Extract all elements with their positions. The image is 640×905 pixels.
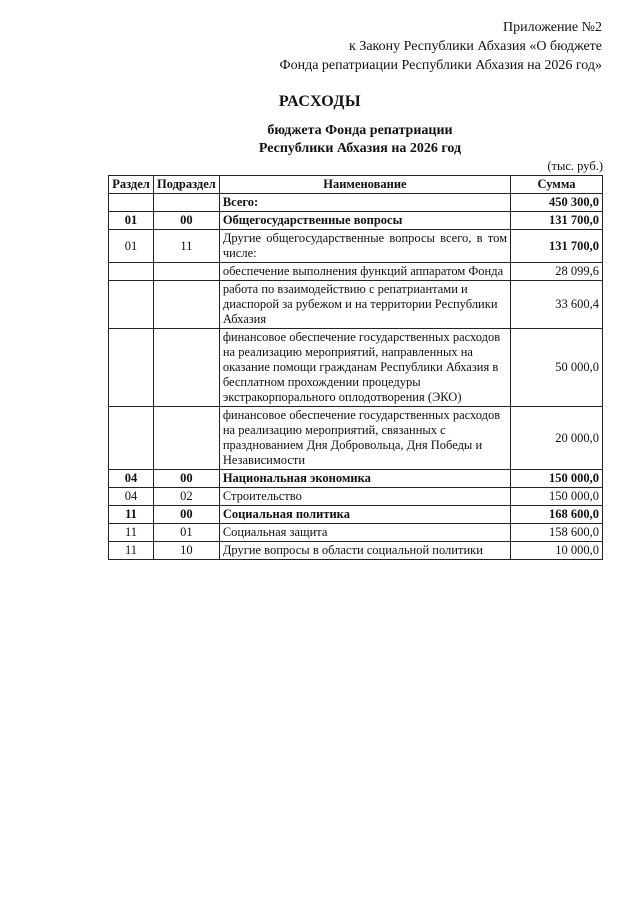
- cell-name: Общегосударственные вопросы: [219, 212, 510, 230]
- cell-podrazdel: 10: [154, 542, 220, 560]
- subtitle-line-1: бюджета Фонда репатриации: [267, 123, 453, 138]
- cell-podrazdel: 00: [154, 212, 220, 230]
- table-row: [109, 524, 603, 542]
- cell-sum: 33 600,4: [511, 281, 603, 329]
- subtitle-line-2: Республики Абхазия на 2026 год: [258, 141, 462, 156]
- header-name: Наименование: [219, 176, 510, 194]
- cell-podrazdel: [154, 407, 220, 470]
- cell-podrazdel: 02: [154, 488, 220, 506]
- cell-podrazdel: [154, 263, 220, 281]
- table-row: [109, 263, 603, 281]
- cell-podrazdel: 00: [154, 470, 220, 488]
- cell-sum: 20 000,0: [511, 407, 603, 470]
- cell-razdel: [109, 407, 154, 470]
- appendix-header: [280, 18, 602, 75]
- appendix-line-3: Фонда репатриации Республики Абхазия на 2026 год»: [279, 58, 602, 73]
- cell-sum: 168 600,0: [511, 506, 603, 524]
- cell-name: Всего:: [219, 194, 510, 212]
- table-row: [109, 281, 603, 329]
- table-row: [109, 506, 603, 524]
- cell-name: Строительство: [219, 488, 510, 506]
- cell-podrazdel: [154, 281, 220, 329]
- table-row-total: [109, 194, 603, 212]
- document-subtitle: [60, 122, 640, 158]
- table-row: [109, 407, 603, 470]
- cell-razdel: 11: [109, 524, 154, 542]
- appendix-line-1: Приложение №2: [503, 20, 602, 35]
- appendix-line-2: к Закону Республики Абхазия «О бюджете: [349, 39, 602, 54]
- cell-razdel: 04: [109, 470, 154, 488]
- header-razdel: Раздел: [109, 176, 154, 194]
- cell-name: обеспечение выполнения функций аппаратом Фонда: [219, 263, 510, 281]
- cell-razdel: [109, 194, 154, 212]
- cell-razdel: [109, 329, 154, 407]
- cell-name: Другие вопросы в области социальной политики: [219, 542, 510, 560]
- cell-name: финансовое обеспечение государственных расходов на реализацию мероприятий, связанных с празднованием Дня Добровольца, Дня Победы и Независимости: [219, 407, 510, 470]
- cell-razdel: 01: [109, 212, 154, 230]
- cell-name: Национальная экономика: [219, 470, 510, 488]
- cell-sum: 450 300,0: [511, 194, 603, 212]
- units-label: (тыс. руб.): [547, 159, 603, 173]
- table-row: [109, 488, 603, 506]
- cell-sum: 150 000,0: [511, 488, 603, 506]
- cell-podrazdel: 01: [154, 524, 220, 542]
- table-row: [109, 230, 603, 263]
- table-row: [109, 542, 603, 560]
- cell-podrazdel: [154, 194, 220, 212]
- table-header-row: [109, 176, 603, 194]
- table-row: [109, 212, 603, 230]
- cell-name: Социальная политика: [219, 506, 510, 524]
- cell-name: работа по взаимодействию с репатриантами и диаспорой за рубежом и на территории Республики Абхазия: [219, 281, 510, 329]
- cell-name: Социальная защита: [219, 524, 510, 542]
- cell-sum: 150 000,0: [511, 470, 603, 488]
- table-row: [109, 329, 603, 407]
- cell-razdel: 11: [109, 542, 154, 560]
- cell-name: финансовое обеспечение государственных расходов на реализацию мероприятий, направленных на оказание помощи гражданам Республики Абхазия в бесплатном прохождении процедуры экстракорпорального оплодотворения (ЭКО): [219, 329, 510, 407]
- cell-sum: 131 700,0: [511, 212, 603, 230]
- cell-name: Другие общегосударственные вопросы всего, в том числе:: [219, 230, 510, 263]
- cell-podrazdel: 11: [154, 230, 220, 263]
- cell-sum: 50 000,0: [511, 329, 603, 407]
- cell-sum: 28 099,6: [511, 263, 603, 281]
- cell-podrazdel: [154, 329, 220, 407]
- cell-sum: 131 700,0: [511, 230, 603, 263]
- cell-razdel: [109, 263, 154, 281]
- cell-sum: 10 000,0: [511, 542, 603, 560]
- cell-podrazdel: 00: [154, 506, 220, 524]
- cell-razdel: 11: [109, 506, 154, 524]
- table-row: [109, 470, 603, 488]
- header-podrazdel: Подраздел: [154, 176, 220, 194]
- cell-razdel: [109, 281, 154, 329]
- document-title: РАСХОДЫ: [278, 93, 362, 110]
- header-sum: Сумма: [511, 176, 603, 194]
- cell-razdel: 04: [109, 488, 154, 506]
- cell-sum: 158 600,0: [511, 524, 603, 542]
- expenses-table: [108, 175, 603, 560]
- cell-razdel: 01: [109, 230, 154, 263]
